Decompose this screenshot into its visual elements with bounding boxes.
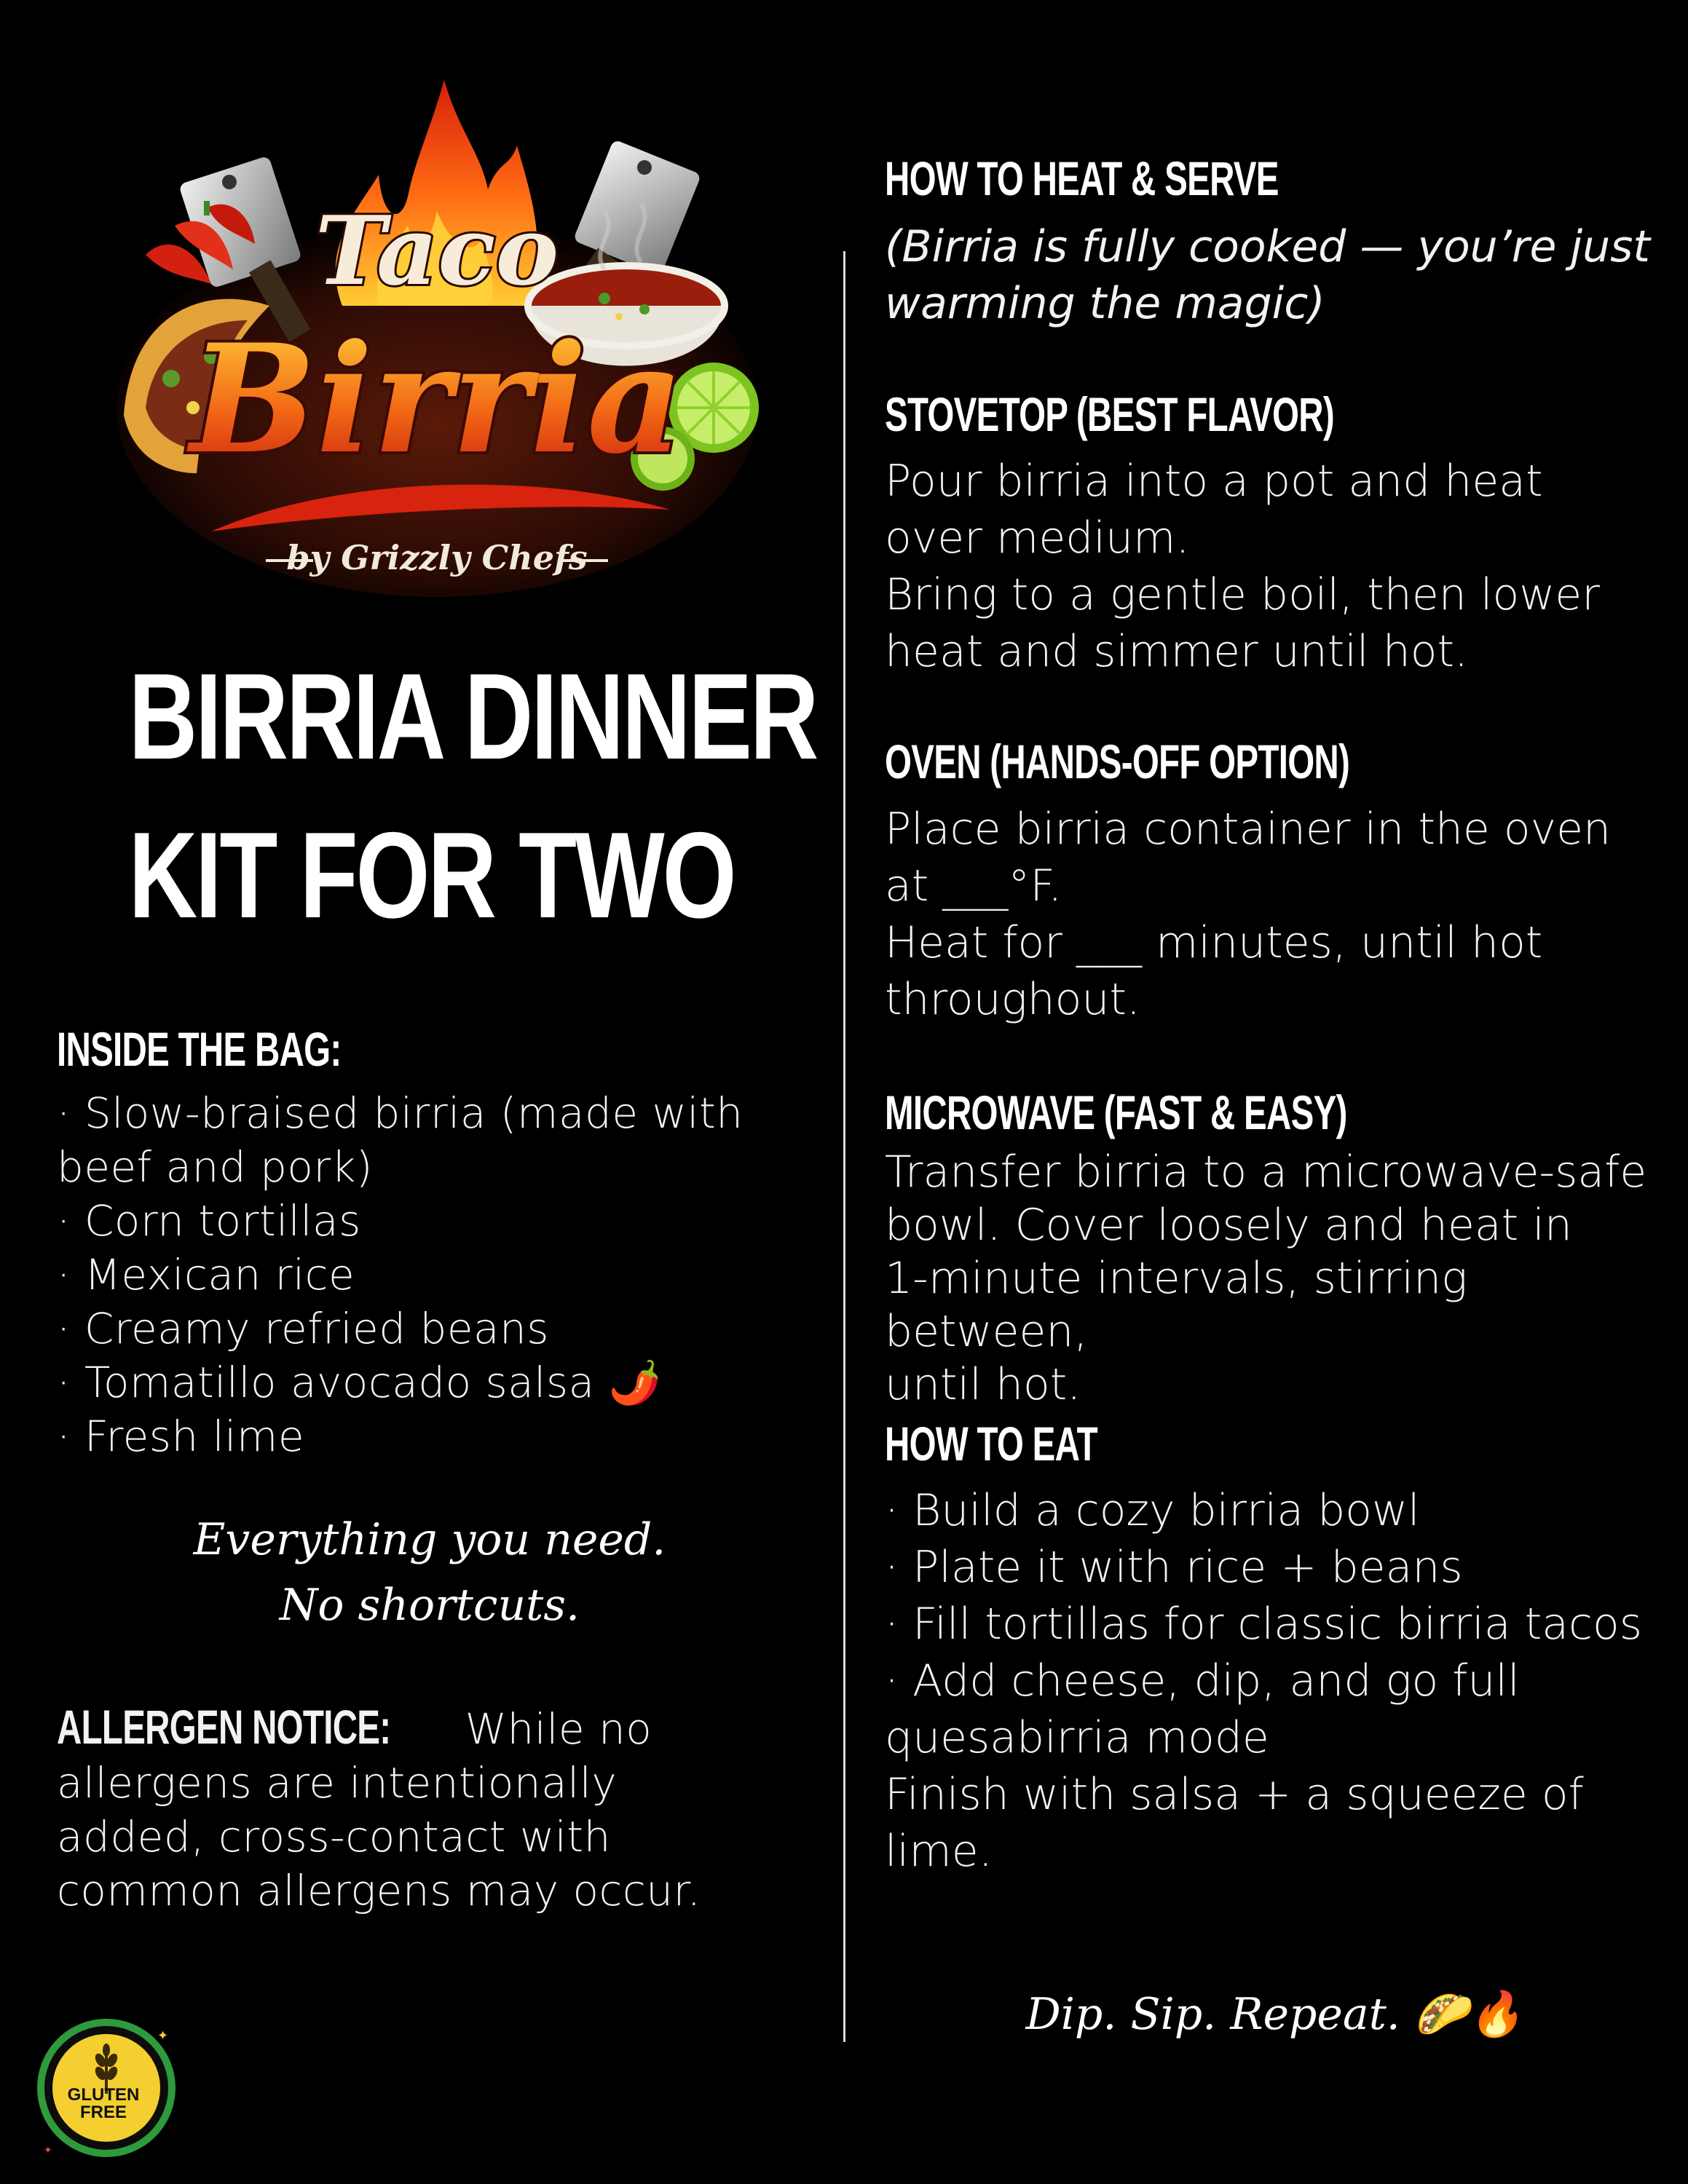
list-item: · Build a cozy birria bowl [885,1485,1420,1536]
oven-instructions [885,801,1671,1028]
list-item: · Plate it with rice + beans [885,1542,1463,1593]
instruction-line: until hot. [885,1359,1081,1410]
list-item: · Add cheese, dip, and go full [885,1655,1520,1706]
logo-byline: by Grizzly Chefs [286,538,588,577]
taco-birria-logo [102,66,772,619]
list-item: · Mexican rice [57,1250,355,1299]
allergen-label: ALLERGEN NOTICE: [57,1700,391,1754]
list-item: beef and pork) [57,1142,373,1192]
instruction-line: throughout. [885,974,1141,1025]
tagline-line-2: No shortcuts. [279,1580,580,1631]
column-divider [843,251,845,2042]
list-item: · Tomatillo avocado salsa 🌶️ [57,1358,662,1407]
inside-bag-heading: INSIDE THE BAG: [57,1022,342,1076]
stovetop-heading: STOVETOP (BEST FLAVOR) [885,387,1334,441]
heat-serve-note: (Birria is fully cooked — you’re just warming the magic) [885,221,1650,329]
sparkle-icon: ✦ [44,2144,52,2156]
closing-text: Dip. Sip. Repeat. [1025,1989,1400,2040]
list-item: · Creamy refried beans [57,1304,550,1353]
gluten-free-label-line-2: FREE [79,2102,127,2122]
list-item: · Fresh lime [57,1412,305,1461]
oven-heading: OVEN (HANDS-OFF OPTION) [885,735,1350,788]
instruction-line: Heat for ___ minutes, until hot [885,917,1543,968]
heat-serve-heading: HOW TO HEAT & SERVE [885,151,1279,205]
instruction-line: 1-minute intervals, stirring between, [885,1253,1468,1357]
closing-slogan [947,1982,1602,2047]
gluten-free-label-line-1: GLUTEN [67,2085,140,2105]
instruction-line: over medium. [885,513,1190,563]
instruction-line: Transfer birria to a microwave-safe [885,1147,1647,1198]
page-title-line-1: BIRRIA DINNER [128,648,817,785]
gluten-free-label [57,2086,150,2121]
stovetop-instructions [885,453,1671,680]
list-item: lime. [885,1826,993,1877]
microwave-heading: MICROWAVE (FAST & EASY) [885,1085,1347,1139]
instruction-line: heat and simmer until hot. [885,626,1469,677]
list-item: Finish with salsa + a squeeze of [885,1769,1584,1820]
instruction-line: bowl. Cover loosely and heat in [885,1200,1572,1251]
list-item: quesabirria mode [885,1712,1269,1763]
instruction-line: Bring to a gentle boil, then lower [885,569,1600,620]
allergen-notice [57,1700,778,1918]
logo-word-birria: Birria [190,312,684,487]
instruction-line: Place birria container in the oven [885,804,1612,855]
instruction-line: Pour birria into a pot and heat [885,456,1543,507]
list-item: · Slow-braised birria (made with [57,1088,744,1138]
taco-fire-emoji: 🌮🔥 [1413,1989,1523,2040]
tagline-line-1: Everything you need. [193,1514,666,1565]
allergen-text: While no allergens are intentionally added, cross-contact with common allergens may occur. [57,1704,701,1915]
list-item: · Fill tortillas for classic birria tacos [885,1599,1643,1650]
instruction-line: at ___°F. [885,860,1062,911]
how-to-eat-list [885,1482,1671,1880]
sparkle-icon: ✦ [157,2028,169,2043]
how-to-eat-heading: HOW TO EAT [885,1417,1097,1471]
logo-word-taco: Taco [315,195,559,306]
page-title-line-2: KIT FOR TWO [128,807,735,943]
microwave-instructions [885,1146,1671,1412]
logo-artwork [102,66,772,619]
tagline [102,1507,757,1638]
list-item: · Corn tortillas [57,1196,361,1246]
inside-bag-list [57,1086,770,1463]
